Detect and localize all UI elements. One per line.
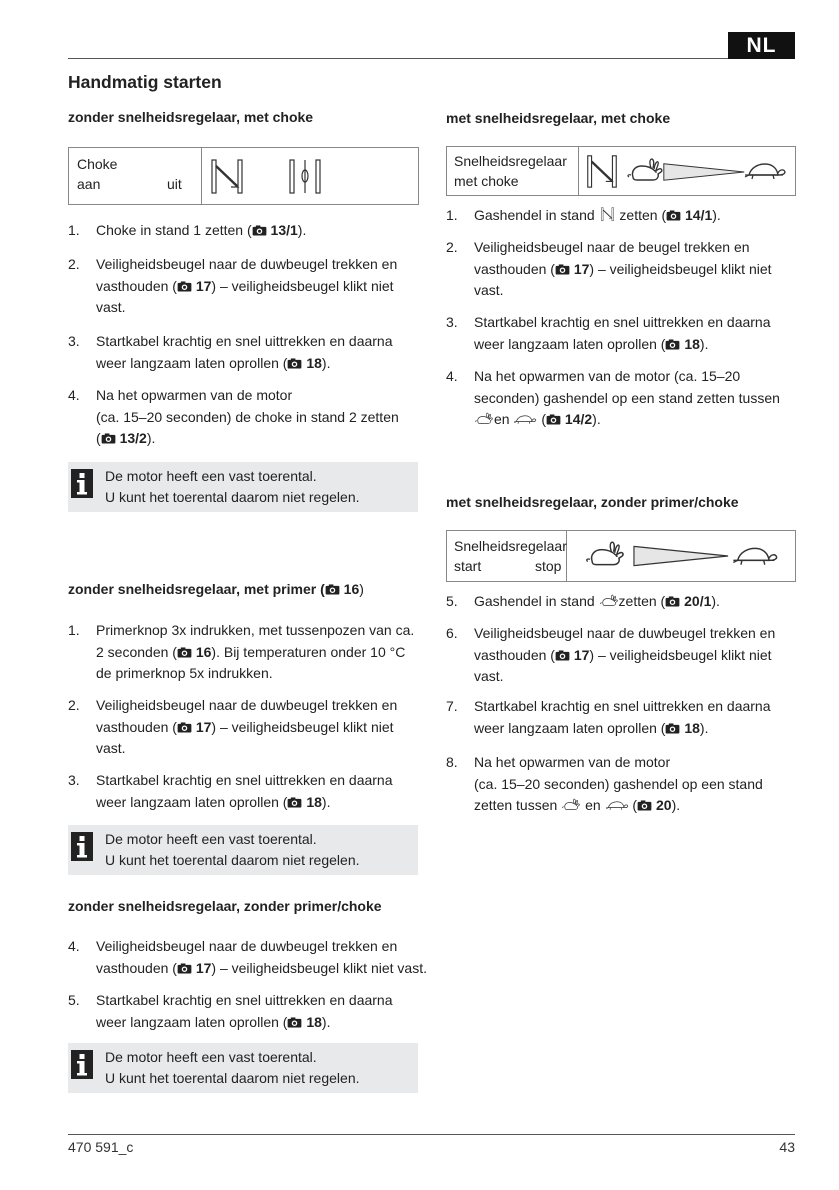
step-text-part: vasthouden ( bbox=[474, 260, 555, 277]
right-section2-heading: met snelheidsregelaar, zonder primer/choke bbox=[446, 494, 739, 510]
step-text bbox=[474, 696, 771, 739]
step-text-part: weer langzaam laten oprollen ( bbox=[474, 719, 666, 736]
figure-ref: 18 bbox=[684, 719, 700, 736]
figure-ref: 16 bbox=[343, 581, 360, 597]
step-text-part: weer langzaam laten oprollen ( bbox=[96, 354, 288, 371]
step-line: Startkabel krachtig en snel uittrekken en daarna bbox=[96, 333, 393, 349]
heading-text: zonder snelheidsregelaar, met primer ( bbox=[68, 581, 325, 597]
step-number: 5. bbox=[446, 593, 458, 609]
choke-icon bbox=[585, 152, 619, 190]
step-line: Veiligheidsbeugel naar de duwbeugel trekken en bbox=[96, 938, 398, 954]
step-line bbox=[96, 792, 393, 814]
figure-ref-icon bbox=[101, 433, 116, 444]
step-line bbox=[96, 428, 399, 450]
step-line: Na het opwarmen van de motor bbox=[474, 754, 671, 770]
figure-ref-icon bbox=[555, 650, 570, 661]
step-line: Na het opwarmen van de motor (ca. 15–20 bbox=[474, 368, 741, 384]
step-text bbox=[474, 623, 775, 688]
stop-label: stop bbox=[535, 558, 562, 574]
info-note-text bbox=[105, 829, 360, 871]
figure-ref-icon bbox=[252, 225, 267, 236]
step-line: Startkabel krachtig en snel uittrekken en daarna bbox=[96, 992, 393, 1008]
figure-ref: 17 bbox=[573, 646, 590, 663]
step-line: Veiligheidsbeugel naar de beugel trekken en bbox=[474, 239, 750, 255]
figure-ref-icon bbox=[177, 963, 192, 974]
choke-label: Choke bbox=[77, 156, 118, 172]
step-number: 8. bbox=[446, 754, 458, 770]
step-line: Startkabel krachtig en snel uittrekken en daarna bbox=[474, 698, 771, 714]
step-line: Veiligheidsbeugel naar de duwbeugel trekken en bbox=[474, 625, 776, 641]
info-note-line: De motor heeft een vast toerental. bbox=[105, 831, 317, 847]
info-icon bbox=[71, 469, 93, 498]
figure-ref-icon bbox=[287, 797, 302, 808]
figure-ref-icon bbox=[287, 1017, 302, 1028]
figure-ref-icon bbox=[287, 358, 302, 369]
rabbit-icon bbox=[599, 594, 619, 608]
page-title: Handmatig starten bbox=[68, 72, 222, 92]
figure-ref-icon bbox=[325, 584, 340, 595]
step-text-part: ). bbox=[699, 335, 709, 352]
step-line bbox=[474, 645, 775, 667]
figure-ref: 20 bbox=[655, 797, 672, 813]
step-line: de primerknop 5x indrukken. bbox=[96, 665, 273, 681]
rabbit-icon bbox=[561, 798, 581, 812]
step-line bbox=[96, 276, 397, 298]
step-number: 2. bbox=[68, 256, 80, 272]
choke-table bbox=[68, 147, 419, 205]
step-line: Veiligheidsbeugel naar de duwbeugel trekken en bbox=[96, 256, 398, 272]
step-text-part: ). bbox=[592, 411, 601, 427]
figure-ref: 17 bbox=[573, 260, 590, 277]
step-text bbox=[474, 312, 771, 355]
speed-choke-table bbox=[446, 146, 796, 196]
step-number: 3. bbox=[68, 333, 80, 349]
choke-icon bbox=[599, 206, 616, 222]
step-text bbox=[96, 990, 393, 1033]
info-note bbox=[68, 825, 418, 875]
step-text-part: ). bbox=[297, 222, 307, 238]
figure-ref: 20/1 bbox=[684, 593, 712, 609]
step-text-part: Gashendel in stand bbox=[474, 593, 595, 609]
step-text-part: Gashendel in stand bbox=[474, 207, 595, 223]
figure-ref: 13/2 bbox=[119, 430, 147, 446]
figure-ref: 14/1 bbox=[685, 207, 713, 223]
speed-label-cell bbox=[447, 531, 567, 581]
step-text-part: vasthouden ( bbox=[96, 959, 177, 976]
figure-ref-icon bbox=[177, 722, 192, 733]
step-text-part: ). bbox=[699, 719, 709, 736]
language-tab: NL bbox=[728, 32, 795, 59]
figure-ref: 13/1 bbox=[270, 222, 298, 238]
step-line: (ca. 15–20 seconden) de choke in stand 2 zetten bbox=[96, 408, 399, 425]
step-text-part: ). bbox=[146, 430, 156, 446]
step-number: 2. bbox=[446, 239, 458, 255]
speed-label: Snelheidsregelaar bbox=[454, 538, 567, 554]
step-line bbox=[96, 353, 393, 375]
info-note bbox=[68, 1043, 418, 1093]
step-text-part: ). bbox=[711, 593, 720, 609]
figure-ref-icon bbox=[665, 723, 680, 734]
choke-on-label: aan bbox=[77, 176, 101, 192]
info-note bbox=[68, 462, 418, 512]
info-note-text bbox=[105, 1047, 360, 1089]
figure-ref-icon bbox=[665, 596, 680, 607]
step-text bbox=[474, 237, 772, 302]
step-line: Startkabel krachtig en snel uittrekken en daarna bbox=[474, 314, 771, 330]
figure-ref-icon bbox=[637, 800, 652, 811]
choke-open-icon bbox=[287, 156, 323, 196]
info-note-line: U kunt het toerental daarom niet regelen. bbox=[105, 1070, 360, 1086]
step-line: vast. bbox=[96, 740, 126, 756]
step-number: 4. bbox=[68, 938, 80, 954]
step-line bbox=[96, 1012, 393, 1034]
speed-choke-label: Snelheidsregelaar bbox=[454, 153, 567, 169]
step-text-part: vasthouden ( bbox=[96, 277, 177, 294]
choke-off-label: uit bbox=[167, 176, 182, 192]
step-number: 1. bbox=[446, 207, 458, 223]
step-text-part: ). bbox=[321, 793, 331, 810]
turtle-icon bbox=[605, 799, 629, 812]
step-text bbox=[96, 695, 397, 760]
step-line: en ( 14/2). bbox=[474, 409, 780, 431]
step-text-part: vasthouden ( bbox=[474, 646, 555, 663]
left-section3-heading: zonder snelheidsregelaar, zonder primer/choke bbox=[68, 898, 382, 914]
step-text-part: weer langzaam laten oprollen ( bbox=[96, 1013, 288, 1030]
heading-text: ) bbox=[359, 581, 364, 597]
speed-choke-sublabel: met choke bbox=[454, 173, 519, 189]
speed-choke-label-cell bbox=[447, 147, 579, 195]
step-text-part: ). bbox=[321, 1013, 331, 1030]
step-line bbox=[96, 717, 397, 739]
step-line: Na het opwarmen van de motor bbox=[96, 387, 293, 403]
step-line: vast. bbox=[474, 282, 504, 298]
speed-wedge-icon bbox=[633, 543, 729, 569]
step-text bbox=[474, 205, 721, 227]
figure-ref: 14/2 bbox=[564, 411, 593, 427]
step-text-part: Choke in stand 1 zetten ( bbox=[96, 222, 252, 238]
figure-ref-icon bbox=[177, 647, 192, 658]
step-text-part: zetten tussen bbox=[474, 797, 558, 813]
info-icon bbox=[71, 832, 93, 861]
step-text-part: zetten ( bbox=[619, 207, 667, 223]
info-note-text bbox=[105, 466, 360, 508]
step-number: 3. bbox=[68, 772, 80, 788]
page-number: 43 bbox=[779, 1139, 795, 1155]
document-code: 470 591_c bbox=[68, 1139, 134, 1155]
step-line: vast. bbox=[474, 668, 504, 684]
step-text-part: ). bbox=[671, 797, 681, 813]
step-line: vast. bbox=[96, 299, 126, 315]
info-note-line: U kunt het toerental daarom niet regelen. bbox=[105, 852, 360, 868]
step-line bbox=[474, 718, 771, 740]
step-text bbox=[96, 220, 306, 242]
left-section2-heading bbox=[68, 581, 364, 597]
step-text-part: ) – veiligheidsbeugel klikt niet vast. bbox=[211, 959, 427, 976]
step-text-part: weer langzaam laten oprollen ( bbox=[474, 335, 666, 352]
header-rule bbox=[68, 58, 795, 59]
step-text-part: ). bbox=[321, 354, 331, 371]
step-text-part: vasthouden ( bbox=[96, 718, 177, 735]
step-text-part: ). bbox=[712, 207, 721, 223]
figure-ref-icon bbox=[546, 414, 561, 425]
step-number: 4. bbox=[446, 368, 458, 384]
step-line: zetten tussen en ( 20). bbox=[474, 797, 681, 813]
info-note-line: De motor heeft een vast toerental. bbox=[105, 468, 317, 484]
figure-ref-icon bbox=[665, 339, 680, 350]
footer-rule bbox=[68, 1134, 795, 1135]
figure-ref: 17 bbox=[195, 277, 212, 294]
figure-ref: 17 bbox=[195, 959, 212, 976]
step-text bbox=[474, 366, 780, 431]
step-text-part: ). Bij temperaturen onder 10 °C bbox=[211, 643, 406, 660]
info-note-line: U kunt het toerental daarom niet regelen. bbox=[105, 489, 360, 505]
rabbit-icon bbox=[474, 412, 494, 426]
info-note-line: De motor heeft een vast toerental. bbox=[105, 1049, 317, 1065]
step-line: Primerknop 3x indrukken, met tussenpozen van ca. bbox=[96, 622, 415, 638]
step-text-part: ) – veiligheidsbeugel klikt niet bbox=[211, 718, 394, 735]
step-text-part: ( bbox=[96, 430, 101, 446]
step-text bbox=[96, 936, 427, 979]
right-section1-heading: met snelheidsregelaar, met choke bbox=[446, 110, 671, 126]
step-number: 1. bbox=[68, 222, 80, 238]
step-text-part: 2 seconden ( bbox=[96, 643, 177, 660]
step-text-part: weer langzaam laten oprollen ( bbox=[96, 793, 288, 810]
step-number: 3. bbox=[446, 314, 458, 330]
step-line bbox=[96, 958, 427, 980]
figure-ref: 18 bbox=[306, 793, 322, 810]
figure-ref: 17 bbox=[195, 718, 212, 735]
step-line: (ca. 15–20 seconden) gashendel op een stand bbox=[474, 775, 763, 792]
figure-ref: 16 bbox=[195, 643, 212, 660]
step-text bbox=[474, 591, 720, 613]
turtle-icon bbox=[513, 413, 537, 426]
choke-closed-icon bbox=[209, 156, 245, 196]
left-section1-heading: zonder snelheidsregelaar, met choke bbox=[68, 109, 314, 125]
step-line: Startkabel krachtig en snel uittrekken en daarna bbox=[96, 772, 393, 788]
step-line bbox=[96, 642, 414, 664]
rabbit-icon bbox=[625, 157, 665, 185]
figure-ref-icon bbox=[666, 210, 681, 221]
start-label: start bbox=[454, 558, 482, 574]
step-text-part: en bbox=[585, 797, 601, 813]
step-number: 4. bbox=[68, 387, 80, 403]
step-text bbox=[474, 752, 763, 817]
step-text-part: ) – veiligheidsbeugel klikt niet bbox=[211, 277, 394, 294]
turtle-icon bbox=[731, 543, 779, 569]
step-text bbox=[96, 331, 393, 374]
step-text bbox=[96, 620, 414, 685]
step-number: 7. bbox=[446, 698, 458, 714]
figure-ref-icon bbox=[177, 281, 192, 292]
step-line: seconden) gashendel op een stand zetten tussen bbox=[474, 389, 780, 406]
step-number: 6. bbox=[446, 625, 458, 641]
step-text-part: zetten ( bbox=[618, 593, 666, 609]
figure-ref-icon bbox=[555, 264, 570, 275]
choke-table-label-cell bbox=[69, 148, 202, 204]
step-line: Veiligheidsbeugel naar de duwbeugel trekken en bbox=[96, 697, 398, 713]
step-text-part: ) – veiligheidsbeugel klikt niet bbox=[589, 260, 772, 277]
step-text-part: en bbox=[494, 411, 510, 427]
step-text bbox=[96, 770, 393, 813]
step-number: 2. bbox=[68, 697, 80, 713]
step-text-part: ) – veiligheidsbeugel klikt niet bbox=[589, 646, 772, 663]
step-text bbox=[96, 254, 397, 319]
step-number: 5. bbox=[68, 992, 80, 1008]
turtle-icon bbox=[743, 159, 787, 183]
info-icon bbox=[71, 1050, 93, 1079]
figure-ref: 18 bbox=[306, 1013, 322, 1030]
speed-table bbox=[446, 530, 796, 582]
step-text bbox=[96, 385, 399, 450]
step-number: 1. bbox=[68, 622, 80, 638]
figure-ref: 18 bbox=[684, 335, 700, 352]
figure-ref: 18 bbox=[306, 354, 322, 371]
step-line bbox=[474, 334, 771, 356]
speed-wedge-icon bbox=[663, 160, 745, 184]
rabbit-icon bbox=[583, 540, 627, 570]
step-line bbox=[474, 259, 772, 281]
